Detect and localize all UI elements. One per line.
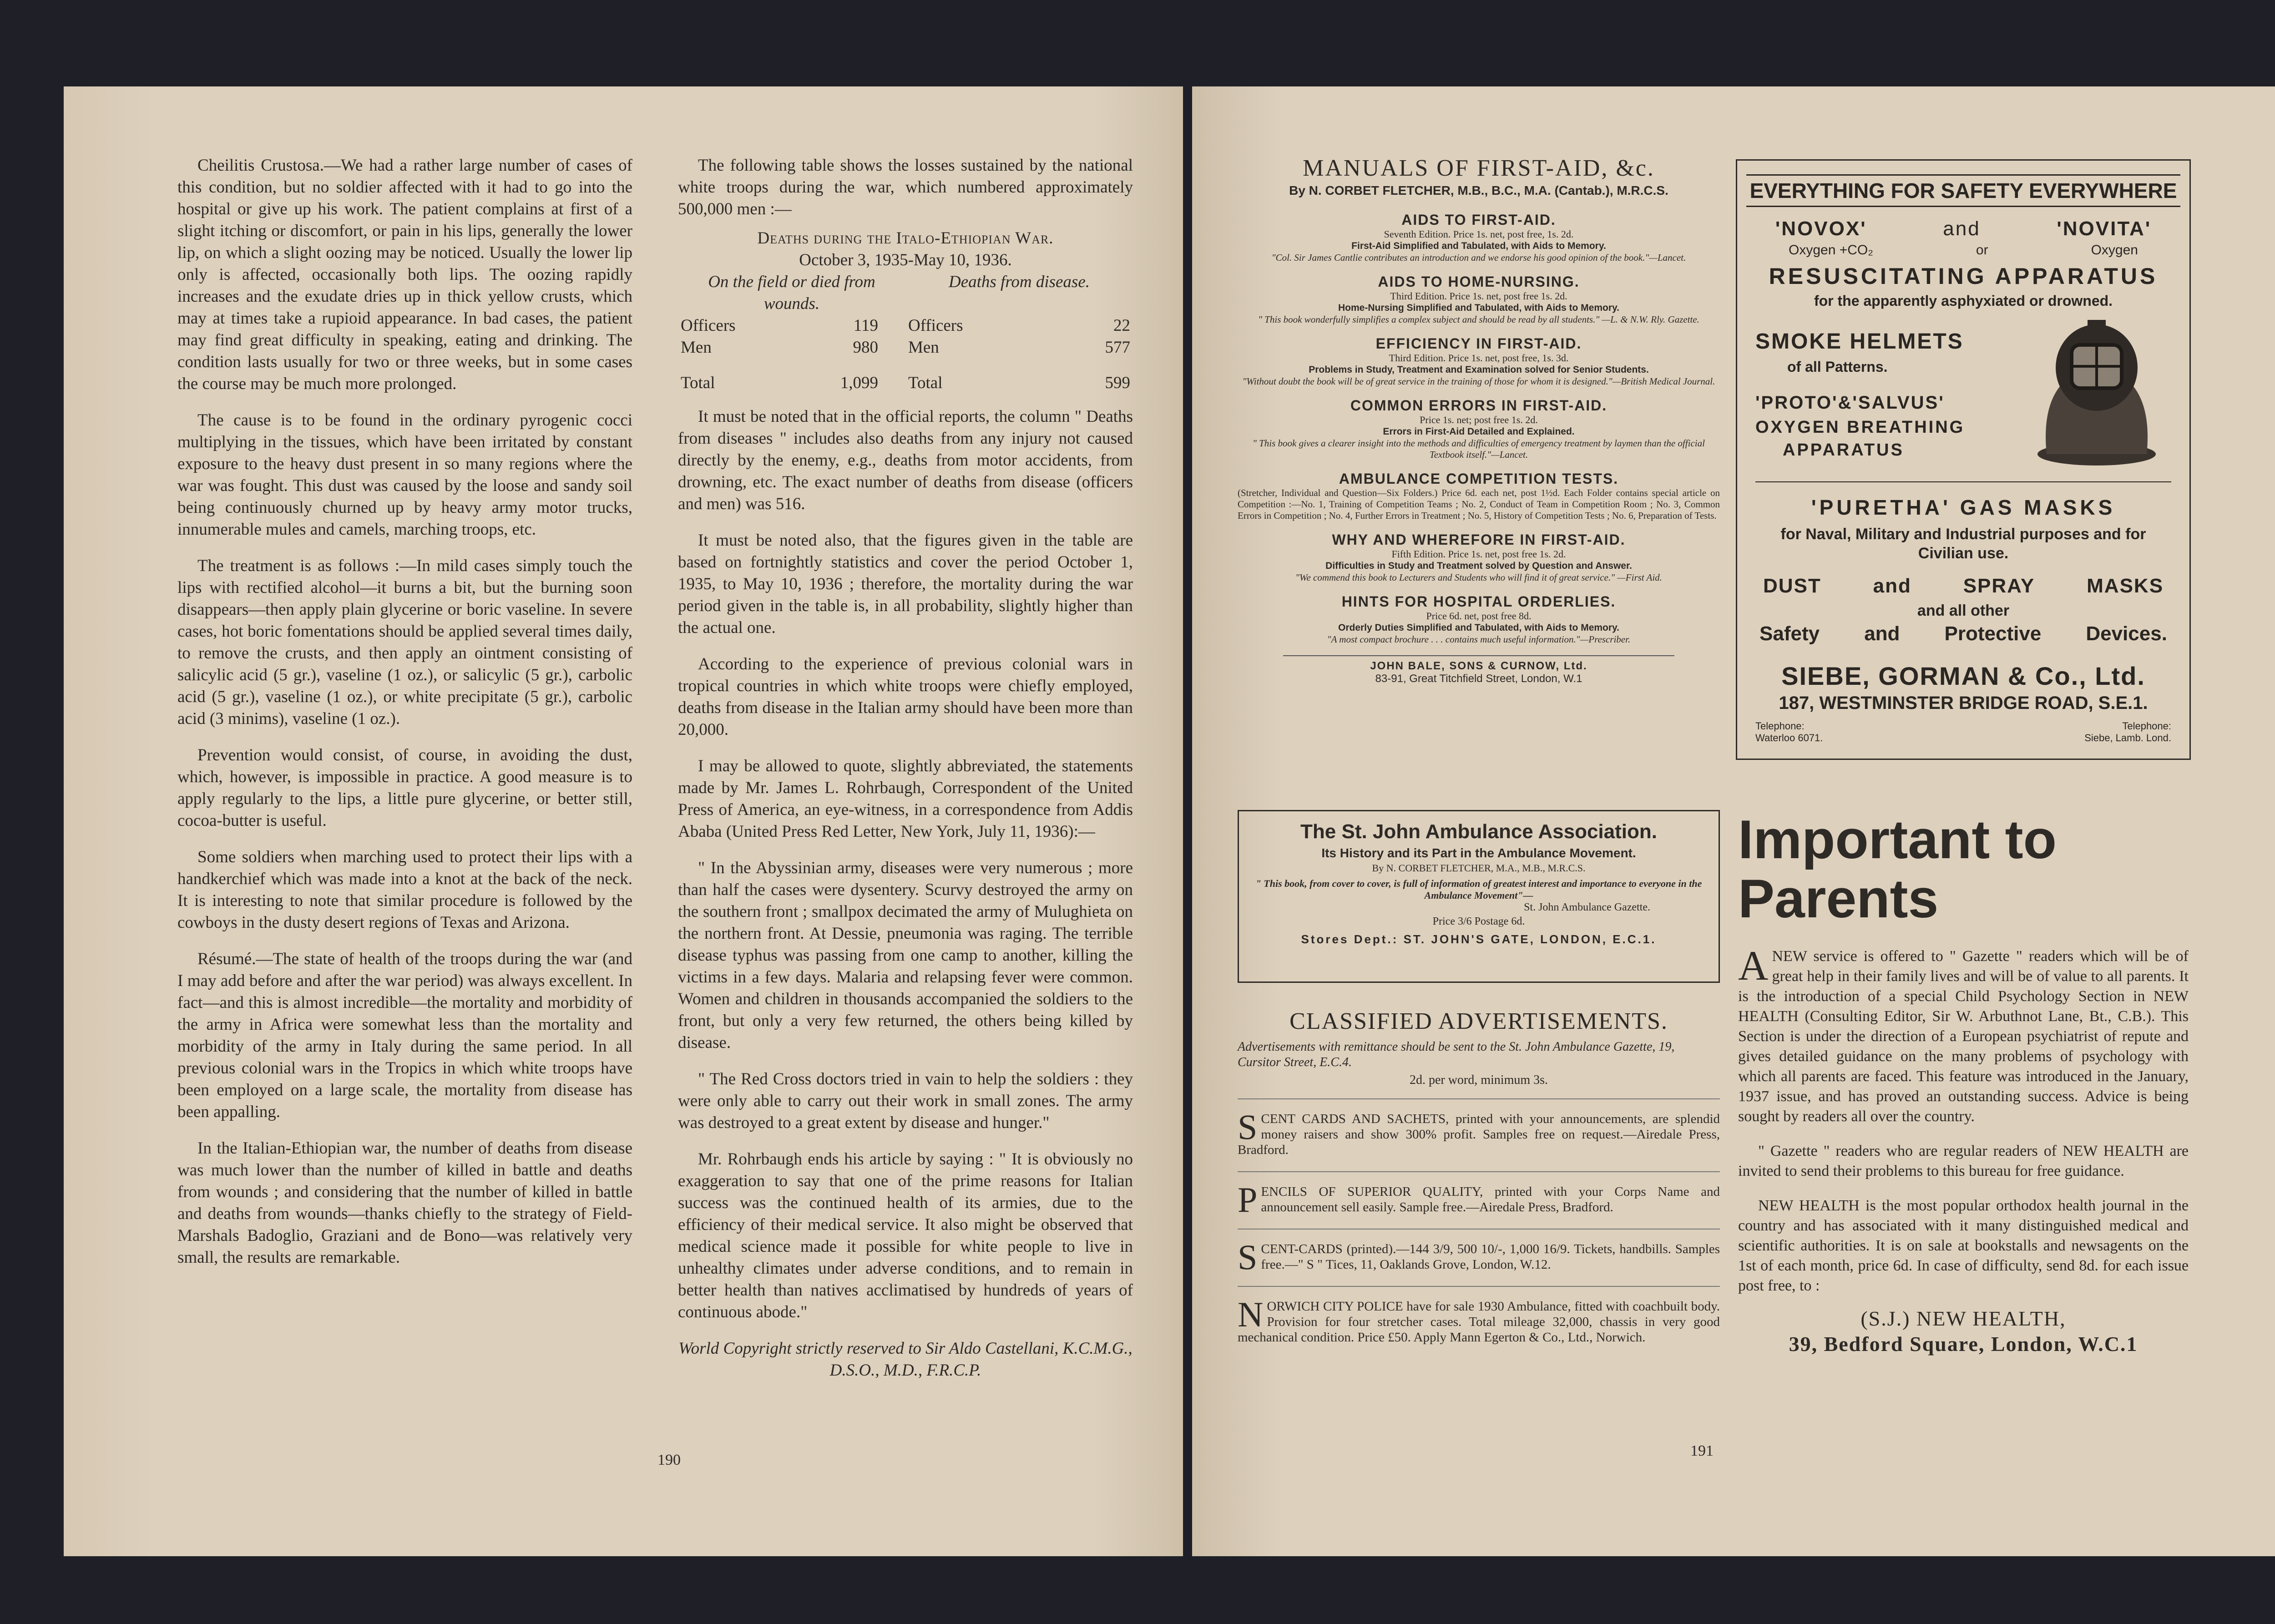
book-title: AMBULANCE COMPETITION TESTS.: [1339, 471, 1619, 487]
stjohn-ad: [1238, 810, 1720, 983]
book-quote: "We commend this book to Lecturers and Students who will find it of great service." —First Aid.: [1295, 572, 1662, 583]
book-entry: [1238, 335, 1720, 387]
table-total-row: [678, 359, 1133, 394]
table-cell: Officers: [908, 316, 963, 335]
losses-table: [678, 271, 1133, 394]
book-entry: [1238, 593, 1720, 645]
book-title: WHY AND WHEREFORE IN FIRST-AID.: [1332, 531, 1626, 548]
novita-label: 'NOVITA': [2057, 218, 2152, 240]
stjohn-stores: Stores Dept.: ST. JOHN'S GATE, LONDON, E.C.1.: [1301, 932, 1657, 946]
paragraph-text: NEW service is offered to " Gazette " readers which will be of great help in their family lives and will be of value to all parents. It is the introduction of a special Child Psychology Section in NEW HEALTH (Consulting Editor, Sir W. Arbuthnot Lane, Bt., C.B.). This Section is under the direction of a European psychiatrist of repute and gives detailed guidance on the many problems of psychology with which all parents are faced. This feature was introduced in the January, 1937 issue, and has proved an outstanding success. Advice is being sought by readers all over the country.: [1738, 948, 2189, 1125]
book-edition: Price 1s. net; post free 1s. 2d.: [1420, 414, 1538, 425]
publisher-address: 83-91, Great Titchfield Street, London, W.1: [1375, 673, 1582, 685]
paragraph-quote-2: " The Red Cross doctors tried in vain to help the soldiers : they were only able to carry out their work in small zones. The army was destroyed to a great extent by disease and hunger.": [678, 1070, 1133, 1132]
book-subtitle: Orderly Duties Simplified and Tabulated, with Aids to Memory.: [1338, 622, 1620, 633]
table-cell: Men: [681, 338, 712, 357]
table-cell: 1,099: [840, 374, 878, 392]
ad-text: ORWICH CITY POLICE have for sale 1930 Ambulance, fitted with coachbuilt body. Provision for four stretcher cases. Total mileage 32,000, chassis in very good mechanical condition. Price £50. Apply Mann Egerton & Co., Ltd., Norwich.: [1238, 1299, 1720, 1345]
devices-label: Devices.: [2086, 622, 2167, 645]
classified-ad: [1238, 1229, 1720, 1287]
manuals-author: By N. CORBET FLETCHER, M.B., B.C., M.A. (Cantab.), M.R.C.S.: [1289, 183, 1668, 197]
stjohn-title: The St. John Ambulance Association.: [1300, 820, 1657, 843]
telephone-number: Waterloo 6071.: [1755, 732, 1823, 744]
stjohn-source: St. John Ambulance Gazette.: [1524, 901, 1650, 913]
table-cell: Total: [908, 374, 943, 392]
book-edition: Fifth Edition. Price 1s. net, post free 1s. 2d.: [1391, 548, 1566, 560]
copyright-note: World Copyright strictly reserved to Sir Aldo Castellani, K.C.M.G., D.S.O., M.D., F.R.C.P.: [678, 1339, 1132, 1380]
paragraph-cheilitis: Cheilitis Crustosa.—We had a rather large number of cases of this condition, but no soldier affected with it had to go into the hospital or give up his work. The patient complains at first of a slight itching or discomfort, or pain in his lips, generally the lower lip, on which a slight oozing may be noticed. Usually the lower lip only is affected, occasionally both lips. The oozing rapidly increases and the exudate dries up in thick yellow crusts, which may at times take a rupioid appearance. In bad cases, the patient may find great difficulty in speaking, eating and drinking. The condition lasts usually for two or three weeks, but in some cases the course may be much more prolonged.: [177, 156, 632, 393]
page-number-191: 191: [1690, 1442, 1714, 1459]
book-entry: [1238, 397, 1720, 460]
stjohn-quote: " This book, from cover to cover, is full of information of greatest interest and importance to everyone in the Ambulance Movement"—: [1255, 878, 1702, 901]
drop-cap: S: [1238, 1237, 1258, 1277]
novox-label: 'NOVOX': [1775, 218, 1867, 240]
paragraph-table-intro: The following table shows the losses sustained by the national white troops during the war, which numbered approximately 500,000 men :—: [678, 156, 1133, 218]
table-cell: Men: [908, 338, 939, 357]
parents-ad: [1738, 810, 2189, 1357]
spray-label: SPRAY: [1963, 575, 2035, 597]
book-entry: [1238, 531, 1720, 583]
table-cell: 599: [1105, 374, 1130, 392]
book-quote: "A most compact brochure . . . contains much useful information."—Prescriber.: [1327, 634, 1631, 645]
parents-body: [1738, 942, 2189, 1357]
book-subtitle: Errors in First-Aid Detailed and Explained.: [1383, 426, 1575, 437]
paragraph-quote-1: " In the Abyssinian army, diseases were very numerous ; more than half the cases were dysentery. Scurvy destroyed the army on the southern front ; smallpox decimated the army of Mulughieta on the northern front. At Dessie, pneumonia was raging. The terrible disease typhus was passing from one camp to another, killing the victims in a few days. Malaria and relapsing fever were common. Women and children in thousands accompanied the soldiers to the front, but only a very few returned, the others being killed by disease.: [678, 859, 1133, 1052]
book-title: AIDS TO FIRST-AID.: [1401, 212, 1556, 228]
paragraph-treatment: The treatment is as follows :—In mild cases simply touch the lips with rectified alcohol—it burns a bit, but the burning soon disappears—then apply plain glycerine or boric vaseline. In severe cases, hot boric fomentations should be applied several times daily, to remove the crusts, and then apply an ointment consisting of salicylic acid (5 gr.), vaseline (1 oz.), or salicylic (5 gr.), carbolic acid (5 gr.), vaseline (1 oz.), or white precipitate (5 gr.), carbolic acid (3 minims), vaseline (1 oz.).: [177, 557, 632, 728]
book-entry: [1238, 273, 1720, 325]
book-subtitle: Home-Nursing Simplified and Tabulated, with Aids to Memory.: [1338, 303, 1619, 313]
safety-label: Safety: [1759, 622, 1820, 645]
book-description: (Stretcher, Individual and Question—Six Folders.) Price 6d. each net, post 1½d. Each Folder contains special article on Competition :—No. 1, Training of Competition Teams ; No. 2, Conduct of Team in Competition Room ; No. 3, Common Errors in Competition ; No. 4, Further Errors in Treatment ; No. 5, History of Competition Tests ; No. 6, Preparation of Tests.: [1238, 487, 1720, 521]
resuscitating-label: RESUSCITATING APPARATUS: [1769, 263, 2158, 289]
paragraph-rohrbaugh: Mr. Rohrbaugh ends his article by saying : " It is obviously no exaggeration to say that one of the prime reasons for Italian success was the continued health of its armies, due to the efficiency of their medical service. It also might be observed that medical science made it possible for white people to live in unhealthy climates under adverse conditions, and to remain in better health than natives acclimatised by hundreds of years of continuous abode.": [678, 1150, 1133, 1321]
left-column-1: [177, 155, 632, 1283]
or-label: or: [1976, 243, 1988, 258]
ad-text: CENT CARDS AND SACHETS, printed with your announcements, are splendid money raisers and show 300% profit. Samples free on request.—Airedale Press, Bradford.: [1238, 1112, 1720, 1157]
book-edition: Price 6d. net, post free 8d.: [1426, 610, 1532, 622]
book-subtitle: Problems in Study, Treatment and Examination solved for Senior Students.: [1309, 364, 1649, 375]
protective-label: Protective: [1944, 622, 2042, 645]
paragraph-official-reports: It must be noted that in the official reports, the column " Deaths from diseases " includes also deaths from any injury not caused directly by the enemy, e.g., deaths from motor accidents, from drowning, etc. The exact number of deaths from disease (officers and men) was 516.: [678, 407, 1133, 513]
book-quote: " This book gives a clearer insight into the methods and difficulties of emergency treatment by laymen than the official Textbook itself."—Lancet.: [1253, 438, 1705, 460]
apparatus-label: APPARATUS: [1783, 440, 1904, 460]
stjohn-price: Price 3/6 Postage 6d.: [1432, 916, 1525, 927]
dust-label: DUST: [1763, 575, 1821, 597]
paragraph-cause: The cause is to be found in the ordinary pyrogenic cocci multiplying in the tissues, which have been irritated by constant exposure to the heavy dust present in so many regions where the war was fought. This dust was caused by the loose and sandy soil being continuously churned up by heavy army motor trucks, innumerable mules and camels, marching troops, etc.: [177, 411, 632, 539]
page-number-190: 190: [657, 1452, 681, 1468]
proto-salvus-label: 'PROTO'&'SALVUS': [1755, 393, 1945, 413]
table-cell: 980: [853, 338, 878, 357]
stjohn-author: By N. CORBET FLETCHER, M.A., M.B., M.R.C.S.: [1372, 862, 1586, 874]
table-cell: 119: [853, 316, 878, 335]
table-cell: Total: [681, 374, 715, 392]
dust-spray-row: [1737, 575, 2189, 597]
book-subtitle: Difficulties in Study and Treatment solved by Question and Answer.: [1325, 561, 1632, 571]
siebe-company: SIEBE, GORMAN & Co., Ltd.: [1781, 662, 2145, 690]
ad-text: ENCILS OF SUPERIOR QUALITY, printed with your Corps Name and announcement sell easily. Sample free.—Airedale Press, Bradford.: [1261, 1184, 1720, 1214]
book-title: EFFICIENCY IN FIRST-AID.: [1375, 335, 1582, 352]
telephone-right: [2053, 720, 2171, 744]
oxygen-breathing-label: OXYGEN BREATHING: [1755, 418, 1965, 437]
book-quote: "Without doubt the book will be of great service in the training of those for whom it is designed."—British Medical Journal.: [1242, 376, 1715, 387]
drop-cap: P: [1238, 1180, 1258, 1219]
left-page: [64, 86, 1183, 1556]
table-cell: Officers: [681, 316, 736, 335]
paragraph-italian-war: In the Italian-Ethiopian war, the number of deaths from disease was much lower than the number of killed in battle and deaths from wounds ; and considering that the number of killed in battle and deaths from wounds—thanks chiefly to the strategy of Field-Marshals Badoglio, Graziani and de Bono—was relatively very small, the results are remarkable.: [177, 1139, 632, 1267]
classified-rate: 2d. per word, minimum 3s.: [1238, 1073, 1720, 1099]
classified-title: CLASSIFIED ADVERTISEMENTS.: [1289, 1008, 1668, 1034]
novox-sub: Oxygen +CO₂: [1789, 243, 1873, 258]
classified-ad: [1238, 1287, 1720, 1359]
smoke-helmets-sub: of all Patterns.: [1787, 359, 1888, 375]
telephone-number: Siebe, Lamb. Lond.: [2084, 732, 2171, 744]
drop-cap: A: [1738, 942, 1769, 989]
telephone-label: Telephone:: [1755, 720, 1805, 732]
parents-paragraph-2: " Gazette " readers who are regular readers of NEW HEALTH are invited to send their problems to this bureau for free guidance.: [1738, 1143, 2189, 1179]
parents-sign-2: 39, Bedford Square, London, W.C.1: [1789, 1332, 2138, 1356]
puretha-sub: for Naval, Military and Industrial purposes and for Civilian use.: [1780, 526, 2146, 562]
paragraph-fortnightly: It must be noted also, that the figures given in the table are based on fortnightly statistics and cover the period October 1, 1935, to May 10, 1936 ; therefore, the mortality during the war period given in the table is, in all probability, slightly higher than the actual one.: [678, 531, 1133, 637]
paragraph-resume: Résumé.—The state of health of the troops during the war (and I may add before and after the war period) was always excellent. In fact—and this is almost incredible—the mortality and morbidity of the army in Africa were somewhat less than the mortality and morbidity of the army in Italy during the same period. In all previous colonial wars in the Tropics in which white troops have been employed on a large scale, the mortality from disease has been appalling.: [177, 950, 632, 1121]
parents-paragraph-3: NEW HEALTH is the most popular orthodox health journal in the country and has associated with it many distinguished medical and scientific authorities. It is on sale at bookstalls and newsagents on the 1st of each month, price 6d. In case of difficulty, send 8d. for each issue post free, to :: [1738, 1197, 2189, 1294]
book-quote: "Col. Sir James Cantlie contributes an introduction and we endorse his good opinion of the book."—Lancet.: [1271, 252, 1686, 263]
right-page: [1192, 86, 2275, 1556]
manuals-publisher: [1283, 655, 1674, 685]
book-quote: " This book wonderfully simplifies a complex subject and should be read by all students." —L. & N.W. Rly. Gazette.: [1258, 314, 1699, 325]
manuals-title: MANUALS OF FIRST-AID, &c.: [1303, 155, 1655, 181]
book-entry: [1238, 471, 1720, 521]
drop-cap: N: [1238, 1295, 1264, 1334]
book-edition: Third Edition. Price 1s. net, post free 1s. 2d.: [1390, 290, 1567, 302]
table-title: Deaths during the Italo-Ethiopian War.: [757, 229, 1054, 248]
diving-helmet-icon: [2028, 318, 2165, 468]
book-subtitle: First-Aid Simplified and Tabulated, with Aids to Memory.: [1351, 241, 1606, 251]
table-cell: 577: [1105, 338, 1130, 357]
book-entry: [1238, 212, 1720, 263]
siebe-address: 187, WESTMINSTER BRIDGE ROAD, S.E.1.: [1779, 693, 2148, 713]
classified-ad: [1238, 1172, 1720, 1229]
stjohn-subtitle: Its History and its Part in the Ambulance Movement.: [1321, 846, 1636, 860]
left-column-2: [678, 155, 1133, 1396]
paragraph-quote-intro: I may be allowed to quote, slightly abbreviated, the statements made by Mr. James L. Rohrbaugh, Correspondent of the United Press of America, an eye-witness, in a correspondence from Addis Ababa (United Press Red Letter, New York, July 11, 1936):—: [678, 757, 1133, 841]
novita-sub: Oxygen: [2091, 243, 2138, 258]
book-title: AIDS TO HOME-NURSING.: [1378, 273, 1580, 290]
and-label: and: [1943, 218, 1981, 240]
book-title: COMMON ERRORS IN FIRST-AID.: [1350, 397, 1608, 414]
classified-ad: [1238, 1099, 1720, 1172]
manuals-ad: [1238, 155, 1720, 685]
parents-sign-1: (S.J.) NEW HEALTH,: [1860, 1307, 2066, 1330]
paragraph-prevention: Prevention would consist, of course, in avoiding the dust, which, however, is impossible in practice. A good measure is to apply regularly to the lips, a little pure glycerine, or better still, cocoa-butter is useful.: [177, 746, 632, 830]
table-dates: October 3, 1935-May 10, 1936.: [799, 251, 1012, 269]
paragraph-soldiers: Some soldiers when marching used to protect their lips with a handkerchief which was made into a knot at the back of the neck. It is interesting to note that similar procedure is followed by the cowboys in the dusty desert regions of Texas and Arizona.: [177, 848, 632, 932]
puretha-label: 'PURETHA' GAS MASKS: [1811, 496, 2116, 519]
siebe-gorman-ad: [1736, 159, 2191, 760]
table-row: [678, 315, 1133, 337]
and-all-other: and all other: [1917, 602, 2010, 619]
telephone-label: Telephone:: [2122, 720, 2171, 732]
masks-label: MASKS: [2087, 575, 2164, 597]
safety-devices-row: [1737, 622, 2189, 645]
smoke-helmets-label: SMOKE HELMETS: [1755, 329, 1964, 354]
ad-text: CENT-CARDS (printed).—144 3/9, 500 10/-, 1,000 16/9. Tickets, handbills. Samples free.—" S " Tices, 11, Oaklands Grove, London, W.12.: [1261, 1242, 1720, 1272]
table-head-left: On the field or died from wounds.: [708, 273, 875, 313]
book-edition: Third Edition. Price 1s. net, post free, 1s. 3d.: [1389, 352, 1569, 364]
novox-row: [1737, 218, 2189, 240]
resuscitating-sub: for the apparently asphyxiated or drowned.: [1814, 293, 2113, 309]
book-title: HINTS FOR HOSPITAL ORDERLIES.: [1341, 593, 1616, 610]
book-edition: Seventh Edition. Price 1s. net, post free, 1s. 2d.: [1384, 228, 1574, 240]
classified-note: Advertisements with remittance should be sent to the St. John Ambulance Gazette, 19, Cursitor Street, E.C.4.: [1238, 1040, 1675, 1069]
paragraph-experience: According to the experience of previous colonial wars in tropical countries in which white troops were chiefly employed, deaths from disease in the Italian army should have been more than 20,000.: [678, 655, 1133, 739]
drop-cap: S: [1238, 1107, 1258, 1147]
classified-ads: [1238, 1008, 1720, 1359]
table-cell: 22: [1113, 316, 1130, 335]
and-label: and: [1864, 622, 1900, 645]
safety-header: EVERYTHING FOR SAFETY EVERYWHERE: [1746, 174, 2180, 207]
novox-sub-row: [1737, 243, 2189, 258]
publisher-name: JOHN BALE, SONS & CURNOW, Ltd.: [1370, 660, 1587, 672]
and-label: and: [1873, 575, 1911, 597]
parents-title: Important to Parents: [1738, 809, 2057, 929]
parents-paragraph-1: [1738, 942, 2189, 1127]
table-head-right: Deaths from disease.: [948, 273, 1090, 291]
table-row: [678, 337, 1133, 359]
